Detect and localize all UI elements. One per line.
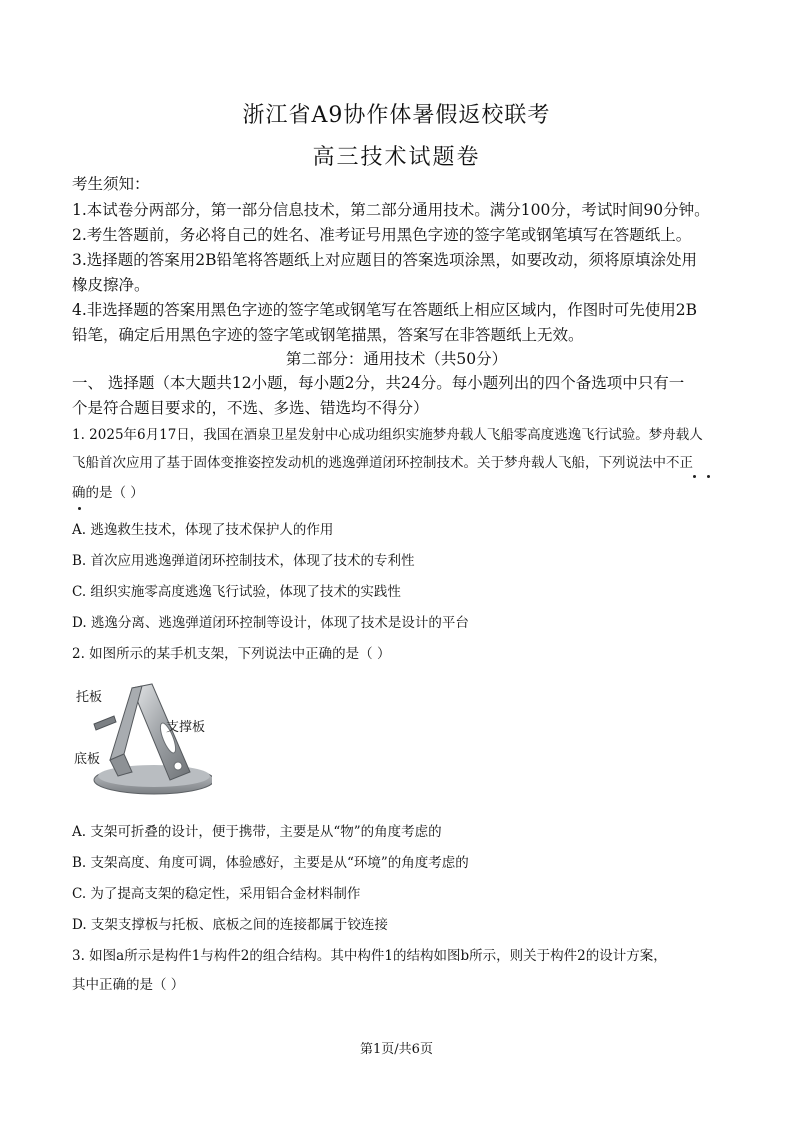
emphasis-dot (693, 475, 696, 478)
notice-item-3: 3.选择题的答案用2B铅笔将答题纸上对应题目的答案选项涂黑，如要改动，须将原填涂处用 (72, 251, 698, 269)
question-1-stem-line2: 飞船首次应用了基于固体变推姿控发动机的逃逸弹道闭环控制技术。关于梦舟载人飞船，下列说法中不正 (72, 455, 693, 471)
figure-label-support: 支撑板 (166, 720, 206, 735)
question-1-option-b: B. 首次应用逃逸弹道闭环控制技术，体现了技术的专利性 (72, 553, 415, 569)
question-1-stem-line3: 确的是（ ） (72, 485, 144, 501)
question-3-stem-line2: 其中正确的是（ ） (72, 977, 185, 993)
emphasis-dot (78, 507, 81, 510)
section-one-instructions-cont: 个是符合题目要求的，不选、多选、错选均不得分） (72, 399, 429, 417)
question-1-option-d: D. 逃逸分离、逃逸弹道闭环控制等设计，体现了技术是设计的平台 (72, 615, 469, 631)
question-3-stem: 3. 如图a所示是构件1与构件2的组合结构。其中构件1的结构如图b所示，则关于构件2的设计方案， (72, 948, 667, 964)
exam-title: 浙江省A9协作体暑假返校联考 (242, 103, 551, 128)
question-1-option-a: A. 逃逸救生技术，体现了技术保护人的作用 (72, 522, 334, 538)
question-1-option-c: C. 组织实施零高度逃逸飞行试验，体现了技术的实践性 (72, 584, 401, 600)
notice-item-3-cont: 橡皮擦净。 (72, 276, 150, 294)
exam-subtitle: 高三技术试题卷 (312, 145, 481, 170)
notice-item-2: 2.考生答题前，务必将自己的姓名、准考证号用黑色字迹的签字笔或钢笔填写在答题纸上。 (72, 226, 692, 244)
phone-stand-figure (72, 676, 212, 806)
question-2-option-b: B. 支架高度、角度可调，体验感好，主要是从“环境”的角度考虑的 (72, 855, 469, 871)
question-1-stem: 1. 2025年6月17日，我国在酒泉卫星发射中心成功组织实施梦舟载人飞船零高度逃逸飞行试验。梦舟载人 (72, 427, 703, 443)
question-2-option-c: C. 为了提高支架的稳定性，采用铝合金材料制作 (72, 886, 361, 902)
notice-item-1: 1.本试卷分两部分，第一部分信息技术，第二部分通用技术。满分100分，考试时间90分钟。 (72, 201, 710, 219)
question-2-option-d: D. 支架支撑板与托板、底板之间的连接都属于铰连接 (72, 917, 388, 933)
figure-label-base: 底板 (74, 752, 101, 767)
figure-label-tray: 托板 (76, 690, 103, 705)
emphasis-dot (707, 475, 710, 478)
notice-heading: 考生须知： (72, 175, 150, 193)
question-2-stem: 2. 如图所示的某手机支架，下列说法中正确的是（ ） (72, 646, 391, 662)
section-one-instructions: 一、 选择题（本大题共12小题，每小题2分，共24分。每小题列出的四个备选项中只有一 (72, 374, 685, 392)
notice-item-4: 4.非选择题的答案用黑色字迹的签字笔或钢笔写在答题纸上相应区域内，作图时可先使用2B (72, 301, 698, 319)
question-2-option-a: A. 支架可折叠的设计，便于携带，主要是从“物”的角度考虑的 (72, 824, 442, 840)
page-footer: 第1页/共6页 (360, 1042, 433, 1057)
part-two-title: 第二部分：通用技术（共50分） (285, 350, 508, 368)
notice-item-4-cont: 铅笔，确定后用黑色字迹的签字笔或钢笔描黑，答案写在非答题纸上无效。 (72, 326, 584, 344)
